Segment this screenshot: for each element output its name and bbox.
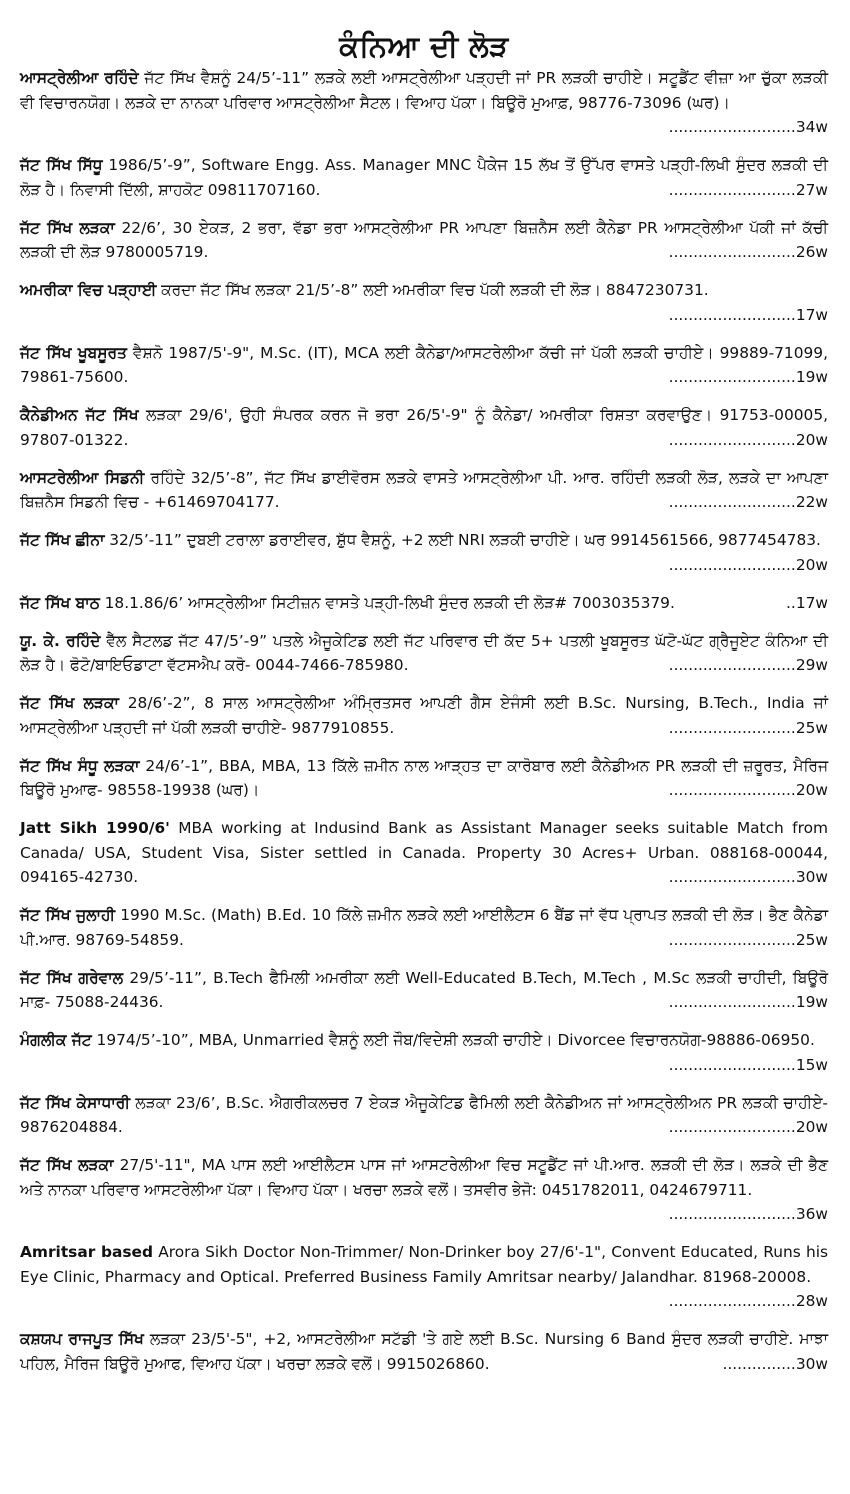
ad-body: 29/5’-11”, B.Tech ਫੈਮਿਲੀ ਅਮਰੀਕਾ ਲਈ Well-Educated B.Tech, M.Tech , M.Sc ਲੜਕੀ ਚਾਹੀਦੀ, ਬਿਊਰੋ ਮਾਫ਼- 75088-24436. bbox=[20, 968, 828, 1011]
ad-lead: ਜੱਟ ਸਿੱਖ ਛੀਨਾ bbox=[20, 531, 105, 549]
classified-ad bbox=[20, 1240, 828, 1314]
ad-separator bbox=[20, 1077, 828, 1091]
ad-body: ਵੈਸ਼ਨੋ 1987/5'-9", M.Sc. (IT), MCA ਲਈ ਕੈਨੇਡਾ/ਆਸਟਰੇਲੀਆ ਕੱਚੀ ਜਾਂ ਪੱਕੀ ਲੜਕੀ ਚਾਹੀਏ। 99889-71099, 79861-75600. bbox=[20, 343, 828, 386]
ad-body: 1990 M.Sc. (Math) B.Ed. 10 ਕਿੱਲੇ ਜ਼ਮੀਨ ਲੜਕੇ ਲਈ ਆਈਲੈਟਸ 6 ਬੈਂਡ ਜਾਂ ਵੱਧ ਪ੍ਰਾਪਤ ਲੜਕੀ ਦੀ ਲੋੜ। ਭੈਣ ਕੈਨੇਡਾ ਪੀ.ਆਰ. 98769-54859. bbox=[20, 906, 828, 949]
ad-code: ..........................20w bbox=[668, 781, 828, 799]
ad-code: ..........................28w bbox=[668, 1292, 828, 1310]
classified-ad bbox=[20, 591, 828, 616]
ad-lead: ਜੱਟ ਸਿੱਖ ਲੜਕਾ bbox=[20, 1156, 114, 1174]
ad-body: ਵੈੱਲ ਸੈਟਲਡ ਜੱਟ 47/5’-9” ਪਤਲੇ ਐਜੂਕੇਟਿਡ ਲਈ ਜੱਟ ਪਰਿਵਾਰ ਦੀ ਕੱਦ 5+ ਪਤਲੀ ਖੂਬਸੂਰਤ ਘੱਟੋ-ਘੱਟ ਗ੍ਰੈਜੂਏਟ ਕੰਨਿਆ ਦੀ ਲੋੜ ਹੈ। ਫੋਟੋ/ਬਾਇਓਡਾਟਾ ਵੱਟਸਐਪ ਕਰੋ- 0044-7466-785980. bbox=[20, 631, 829, 674]
ad-code: ..........................27w bbox=[668, 180, 828, 199]
ad-lead: ਜੱਟ ਸਿੱਖ ਗਰੇਵਾਲ bbox=[20, 968, 124, 987]
ad-code: ..........................15w bbox=[668, 1055, 828, 1074]
ad-code: ..17w bbox=[786, 593, 828, 612]
classified-ad bbox=[20, 1091, 828, 1140]
ad-separator bbox=[20, 390, 828, 404]
ad-separator bbox=[20, 678, 828, 692]
ad-body: Arora Sikh Doctor Non-Trimmer/ Non-Drinker boy 27/6'-1", Convent Educated, Runs his Eye Clinic, Pharmacy and Optical. Preferred Business Family Amritsar nearby/ Jalandhar. 81968-20008. bbox=[20, 1243, 829, 1286]
ad-code: ..........................20w bbox=[668, 555, 828, 574]
ad-lead: ਅਮਰੀਕਾ ਵਿਚ ਪੜ੍ਹਾਈ bbox=[20, 281, 157, 299]
ad-body: 1986/5’-9”, Software Engg. Ass. Manager MNC ਪੈਕੇਜ 15 ਲੱਖ ਤੋਂ ਉੱਪਰ ਵਾਸਤੇ ਪੜ੍ਹੀ-ਲਿਖੀ ਸੁੰਦਰ ਲੜਕੀ ਦੀ ਲੋੜ ਹੈ। ਨਿਵਾਸੀ ਦਿੱਲੀ, ਸ਼ਾਹਕੋਟ 09811707160. bbox=[20, 156, 828, 199]
ad-code: ..........................29w bbox=[668, 656, 828, 674]
ad-body: ਲੜਕਾ 23/6’, B.Sc. ਐਗਰੀਕਲਚਰ 7 ਏਕੜ ਐਜੂਕੇਟਿਡ ਫੈਮਿਲੀ ਲਈ ਕੈਨੇਡੀਅਨ ਜਾਂ ਆਸਟ੍ਰੇਲੀਅਨ PR ਲੜਕੀ ਚਾਹੀਏ- 9876204884. bbox=[20, 1093, 828, 1136]
ad-separator bbox=[20, 1015, 828, 1029]
ad-body: 18.1.86/6’ ਆਸਟ੍ਰੇਲੀਆ ਸਿਟੀਜ਼ਨ ਵਾਸਤੇ ਪੜ੍ਹੀ-ਲਿਖੀ ਸੁੰਦਰ ਲੜਕੀ ਦੀ ਲੋੜ# 7003035379. bbox=[99, 593, 675, 612]
ads-list bbox=[20, 66, 828, 1376]
classified-ad bbox=[20, 403, 828, 452]
ad-body: 32/5’-11” ਦੁਬਈ ਟਰਾਲਾ ਡਰਾਈਵਰ, ਸ਼ੁੱਧ ਵੈਸ਼ਨੂੰ, +2 ਲਈ NRI ਲੜਕੀ ਚਾਹੀਏ। ਘਰ 9914561566, 9877454783. bbox=[104, 531, 821, 549]
ad-code: ..........................30w bbox=[668, 868, 828, 886]
ad-code: ...............30w bbox=[722, 1354, 828, 1373]
ad-lead: ਆਸਟਰੇਲੀਆ ਸਿਡਨੀ bbox=[20, 468, 145, 487]
ad-lead: ਆਸਟ੍ਰੇਲੀਆ ਰਹਿੰਦੇ bbox=[20, 69, 139, 87]
classified-ad bbox=[20, 466, 828, 515]
ad-lead: ਯੂ. ਕੇ. ਰਹਿੰਦੇ bbox=[20, 631, 101, 650]
classified-ad bbox=[20, 1153, 828, 1227]
ad-separator bbox=[20, 202, 828, 216]
ad-separator bbox=[20, 1140, 828, 1154]
ad-body: MBA working at Indusind Bank as Assistant Manager seeks suitable Match from Canada/ USA, Student Visa, Sister settled in Canada. Property 30 Acres+ Urban. 088168-00044, 094165-42730. bbox=[20, 819, 828, 886]
ad-body: 24/6’-1”, BBA, MBA, 13 ਕਿੱਲੇ ਜ਼ਮੀਨ ਨਾਲ ਆੜ੍ਹਤ ਦਾ ਕਾਰੋਬਾਰ ਲਈ ਕੈਨੇਡੀਅਨ PR ਲੜਕੀ ਦੀ ਜ਼ਰੂਰਤ, ਮੈਰਿਜ ਬਿਊਰੋ ਮੁਆਫ- 98558-19938 (ਘਰ)। bbox=[20, 756, 828, 799]
ad-code: ..........................22w bbox=[668, 493, 828, 511]
ad-lead: ਮੰਗਲੀਕ ਜੱਟ bbox=[20, 1031, 92, 1049]
classified-ad bbox=[20, 216, 828, 265]
classified-ad bbox=[20, 966, 828, 1015]
ad-separator bbox=[20, 1314, 828, 1328]
ad-lead: ਜੱਟ ਸਿੱਖ ਲੜਕਾ bbox=[20, 694, 119, 712]
ad-separator bbox=[20, 1227, 828, 1241]
classified-ad bbox=[20, 66, 828, 140]
classified-ad bbox=[20, 903, 828, 952]
ad-lead: ਕਸ਼ਯਪ ਰਾਜਪੂਤ ਸਿੱਖ bbox=[20, 1330, 144, 1348]
ad-lead: ਜੱਟ ਸਿੱਖ ਖੂਬਸੂਰਤ bbox=[20, 343, 127, 362]
ad-separator bbox=[20, 890, 828, 904]
ad-code: ..........................19w bbox=[668, 993, 828, 1011]
ad-code: ..........................26w bbox=[668, 243, 828, 261]
classified-ad bbox=[20, 754, 828, 803]
ad-lead: Jatt Sikh 1990/6' bbox=[20, 819, 170, 837]
ad-body: ਕਰਦਾ ਜੱਟ ਸਿੱਖ ਲੜਕਾ 21/5’-8” ਲਈ ਅਮਰੀਕਾ ਵਿਚ ਪੱਕੀ ਲੜਕੀ ਦੀ ਲੋੜ। 8847230731. bbox=[156, 281, 709, 299]
ad-separator bbox=[20, 952, 828, 966]
ad-body: 22/6’, 30 ਏਕੜ, 2 ਭਰਾ, ਵੱਡਾ ਭਰਾ ਆਸਟ੍ਰੇਲੀਆ PR ਆਪਣਾ ਬਿਜ਼ਨੈਸ ਲਈ ਕੈਨੇਡਾ PR ਆਸਟ੍ਰੇਲੀਆ ਪੱਕੀ ਜਾਂ ਕੱਚੀ ਲੜਕੀ ਦੀ ਲੋੜ 9780005719. bbox=[20, 218, 828, 261]
ad-code: ..........................17w bbox=[668, 305, 828, 324]
classified-ad bbox=[20, 629, 828, 678]
ad-separator bbox=[20, 740, 828, 754]
ad-body: 27/5'-11", MA ਪਾਸ ਲਈ ਆਈਲੈਟਸ ਪਾਸ ਜਾਂ ਆਸਟਰੇਲੀਆ ਵਿਚ ਸਟੂਡੈਂਟ ਜਾਂ ਪੀ.ਆਰ. ਲੜਕੀ ਦੀ ਲੋੜ। ਲੜਕੇ ਦੀ ਭੈਣ ਅਤੇ ਨਾਨਕਾ ਪਰਿਵਾਰ ਆਸਟਰੇਲੀਆ ਪੱਕਾ। ਵਿਆਹ ਪੱਕਾ। ਖਰਚਾ ਲੜਕੇ ਵਲੋਂ। ਤਸਵੀਰ ਭੇਜੋ: 0451782011, 0424679711. bbox=[20, 1156, 828, 1199]
ad-separator bbox=[20, 803, 828, 817]
ad-code: ..........................20w bbox=[668, 430, 828, 449]
ad-separator bbox=[20, 140, 828, 154]
classified-ad bbox=[20, 1028, 828, 1077]
ad-code: ..........................25w bbox=[668, 718, 828, 737]
ad-code: ..........................20w bbox=[668, 1118, 828, 1136]
ad-separator bbox=[20, 327, 828, 341]
ad-separator bbox=[20, 515, 828, 529]
classified-ad bbox=[20, 341, 828, 390]
ad-code: ..........................19w bbox=[668, 368, 828, 386]
ad-body: ਲੜਕਾ 23/5'-5", +2, ਆਸਟਰੇਲੀਆ ਸਟੱਡੀ 'ਤੇ ਗਏ ਲਈ B.Sc. Nursing 6 Band ਸੁੰਦਰ ਲੜਕੀ ਚਾਹੀਏ. ਮਾਝਾ ਪਹਿਲ, ਮੈਰਿਜ ਬਿਊਰੋ ਮੁਆਫ, ਵਿਆਹ ਪੱਕਾ। ਖਰਚਾ ਲੜਕੇ ਵਲੋਂ। 9915026860. bbox=[20, 1330, 829, 1373]
ad-body: 28/6’-2”, 8 ਸਾਲ ਆਸਟ੍ਰੇਲੀਆ ਅੰਮ੍ਰਿਤਸਰ ਆਪਣੀ ਗੈਸ ਏਜੰਸੀ ਲਈ B.Sc. Nursing, B.Tech., India ਜਾਂ ਆਸਟ੍ਰੇਲੀਆ ਪੜ੍ਹਦੀ ਜਾਂ ਪੱਕੀ ਲੜਕੀ ਚਾਹੀਏ- 9877910855. bbox=[20, 694, 829, 737]
ad-separator bbox=[20, 615, 828, 629]
ad-body: ਰਹਿੰਦੇ 32/5’-8”, ਜੱਟ ਸਿੱਖ ਡਾਈਵੋਰਸ ਲੜਕੇ ਵਾਸਤੇ ਆਸਟ੍ਰੇਲੀਆ ਪੀ. ਆਰ. ਰਹਿੰਦੀ ਲੜਕੀ ਲੋੜ, ਲੜਕੇ ਦਾ ਆਪਣਾ ਬਿਜ਼ਨੈਸ ਸਿਡਨੀ ਵਿਚ - +61469704177. bbox=[20, 468, 828, 511]
classified-ad bbox=[20, 153, 828, 202]
page-title: ਕੰਨਿਆ ਦੀ ਲੋੜ bbox=[339, 29, 509, 63]
ad-body: 1974/5’-10”, MBA, Unmarried ਵੈਸ਼ਨੂੰ ਲਈ ਜੌਬ/ਵਿਦੇਸ਼ੀ ਲੜਕੀ ਚਾਹੀਏ। Divorcee ਵਿਚਾਰਨਯੋਗ-98886-06950. bbox=[91, 1031, 815, 1049]
ad-lead: ਜੱਟ ਸਿੱਖ ਬਾਠ bbox=[20, 593, 100, 612]
ad-lead: ਜੱਟ ਸਿੱਖ ਕੇਸਾਧਾਰੀ bbox=[20, 1093, 130, 1112]
classified-ad bbox=[20, 691, 828, 740]
ad-lead: ਕੈਨੇਡੀਅਨ ਜੱਟ ਸਿੱਖ bbox=[20, 406, 139, 424]
ad-body: ਜੱਟ ਸਿੱਖ ਵੈਸ਼ਨੂੰ 24/5’-11” ਲੜਕੇ ਲਈ ਆਸਟ੍ਰੇਲੀਆ ਪੜ੍ਹਦੀ ਜਾਂ PR ਲੜਕੀ ਚਾਹੀਏ। ਸਟੂਡੈਂਟ ਵੀਜ਼ਾ ਆ ਚੁੱਕਾ ਲੜਕੀ ਵੀ ਵਿਚਾਰਨਯੋਗ। ਲੜਕੇ ਦਾ ਨਾਨਕਾ ਪਰਿਵਾਰ ਆਸਟ੍ਰੇਲੀਆ ਸੈਟਲ। ਵਿਆਹ ਪੱਕਾ। ਬਿਊਰੋ ਮੁਆਫ਼, 98776-73096 (ਘਰ)। bbox=[20, 69, 828, 112]
ad-lead: ਜੱਟ ਸਿੱਖ ਸੰਧੂ ਲੜਕਾ bbox=[20, 756, 140, 775]
ad-lead: Amritsar based bbox=[20, 1243, 154, 1261]
ad-separator bbox=[20, 577, 828, 591]
classified-ad bbox=[20, 816, 828, 890]
classified-ad bbox=[20, 1327, 828, 1376]
ad-lead: ਜੱਟ ਸਿੱਖ ਸਿੱਧੂ bbox=[20, 156, 103, 174]
ad-lead: ਜੱਟ ਸਿੱਖ ਜੁਲਾਹੀ bbox=[20, 906, 116, 924]
ad-code: ..........................36w bbox=[668, 1205, 828, 1223]
ad-separator bbox=[20, 452, 828, 466]
ad-lead: ਜੱਟ ਸਿੱਖ ਲੜਕਾ bbox=[20, 218, 115, 237]
ad-body: ਲੜਕਾ 29/6', ਉਹੀ ਸੰਪਰਕ ਕਰਨ ਜੋ ਭਰਾ 26/5'-9" ਨੂੰ ਕੈਨੇਡਾ/ ਅਮਰੀਕਾ ਰਿਸ਼ਤਾ ਕਰਵਾਉਣ। 91753-00005, 97807-01322. bbox=[20, 406, 828, 449]
classified-ad bbox=[20, 528, 828, 577]
ad-code: ..........................34w bbox=[668, 118, 828, 136]
ad-separator bbox=[20, 265, 828, 279]
ad-code: ..........................25w bbox=[668, 930, 828, 949]
classified-ad bbox=[20, 278, 828, 327]
